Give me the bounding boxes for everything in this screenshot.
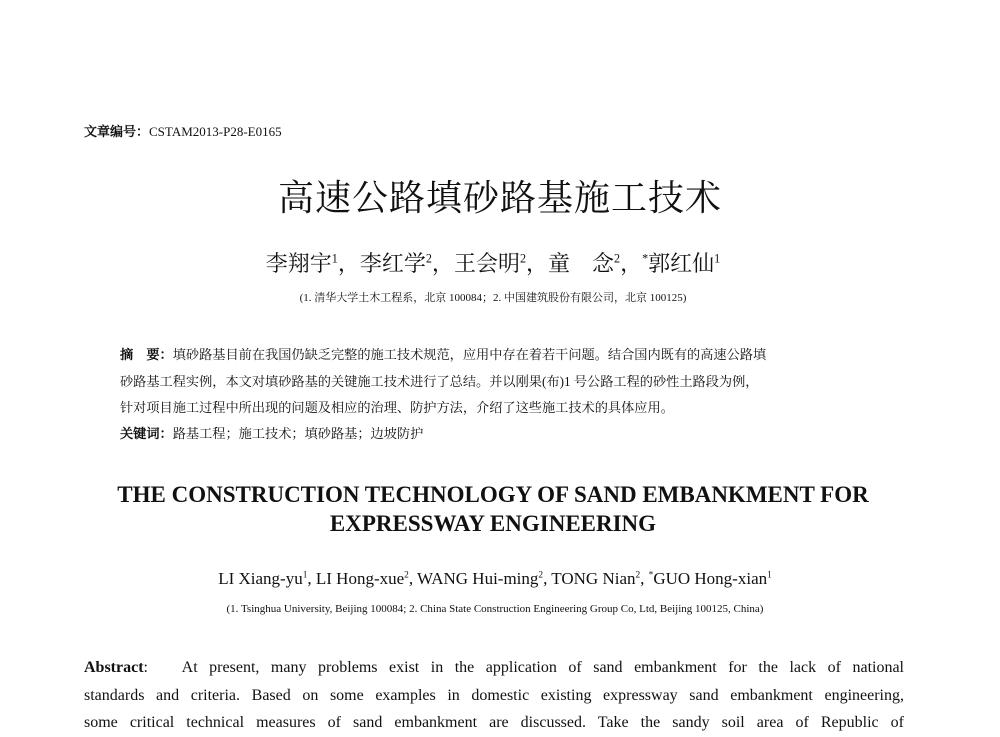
abstract-line: 砂路基工程实例，本文对填砂路基的关键施工技术进行了总结。并以刚果(布)1 号公路工程的砂性土路段为例， — [120, 374, 759, 389]
english-abstract-label: Abstract — [84, 659, 144, 676]
english-affiliation: (1. Tsinghua University, Beijing 100084; 2. China State Construction Engineering Group Co, Ltd, Beijing 100125, China) — [226, 603, 764, 615]
english-title-line-1: THE CONSTRUCTION TECHNOLOGY OF SAND EMBANKMENT FOR — [117, 482, 869, 507]
chinese-affiliation: (1. 清华大学土木工程系，北京 100084；2. 中国建筑股份有限公司，北京 100125) — [299, 292, 687, 304]
chinese-abstract — [120, 342, 880, 448]
english-abstract-line: some critical technical measures of sand embankment are discussed. Take the sandy soil area of Republic of — [84, 714, 904, 731]
abstract-line: 针对项目施工过程中所出现的问题及相应的治理、防护方法，介绍了这些施工技术的具体应用。 — [120, 400, 674, 415]
author-4: TONG Nian$^2$, — [551, 569, 649, 588]
article-number — [84, 121, 282, 140]
keywords-label: 关键词： — [120, 427, 173, 442]
english-abstract — [84, 654, 904, 737]
english-abstract-line: standards and criteria. Based on some examples in domestic existing expressway sand embankment engineering, — [84, 686, 904, 704]
keywords — [120, 421, 880, 448]
chinese-authors — [0, 247, 986, 278]
author-3: 王会明$^2$， — [453, 251, 549, 276]
article-number-label: 文章编号： — [84, 125, 150, 140]
author-2: LI Hong-xue$^2$, — [315, 569, 418, 588]
english-authors — [0, 569, 990, 589]
keywords-value: 路基工程；施工技术；填砂路基；边坡防护 — [172, 426, 424, 441]
author-2: 李红学$^2$， — [359, 251, 454, 276]
english-title-line-2: EXPRESSWAY ENGINEERING — [329, 511, 657, 536]
english-title — [0, 480, 986, 538]
english-abstract-line: Abstract: At present, many problems exist in the application of sand embankment for the lack of national — [84, 659, 905, 676]
author-4: 童 念$^2$， — [548, 251, 643, 276]
author-5-corresponding: *郭红仙$^1$ — [642, 251, 721, 276]
author-1: 李翔宇$^1$， — [265, 251, 360, 276]
author-5-corresponding: *GUO Hong-xian$^1$ — [648, 569, 772, 588]
author-1: LI Xiang-$yu^1$, — [218, 569, 316, 588]
article-number-value: CSTAM2013-P28-E0165 — [149, 124, 282, 139]
author-3: WANG Hui-ming$^2$, — [417, 569, 552, 588]
abstract-label: 摘 要： — [120, 348, 173, 363]
abstract-line: 摘 要：填砂路基目前在我国仍缺乏完整的施工技术规范，应用中存在着若干问题。结合国内既有的高速公路填 — [120, 347, 767, 363]
chinese-title: 高速公路填砂路基施工技术 — [277, 178, 722, 219]
